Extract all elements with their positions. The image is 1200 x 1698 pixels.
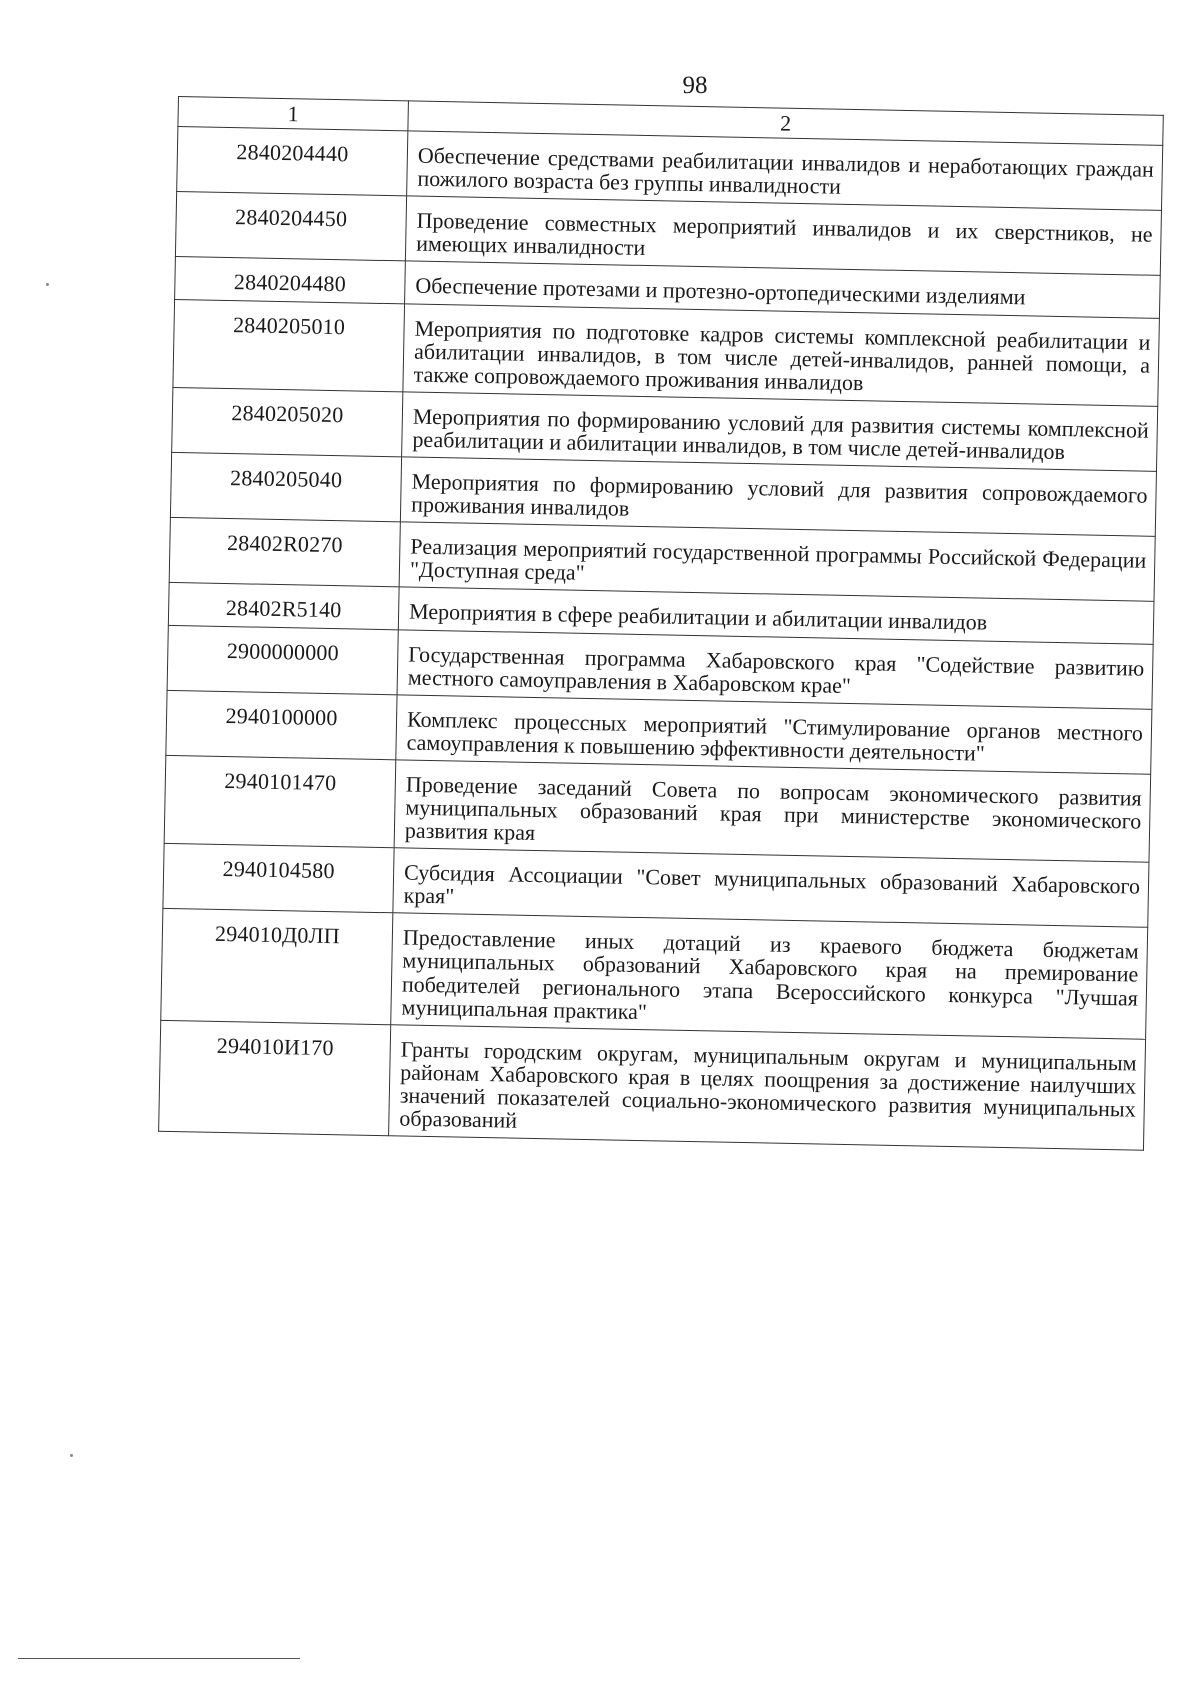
- row-description: Мероприятия в сфере реабилитации и абилитации инвалидов: [398, 587, 1154, 644]
- row-description: Обеспечение средствами реабилитации инвалидов и неработающих граждан пожилого возраста без группы инвалидности: [407, 131, 1163, 211]
- page-number: 98: [682, 72, 708, 99]
- footnote-rule: [18, 1658, 300, 1659]
- row-description: Обеспечение протезами и протезно-ортопедическими изделиями: [405, 261, 1161, 318]
- row-code: 2940100000: [166, 690, 397, 760]
- row-code: 2840205010: [173, 299, 405, 392]
- scan-speck: [46, 283, 49, 286]
- row-code: 2840205020: [172, 387, 403, 457]
- row-code: 2840204440: [177, 127, 408, 197]
- row-description: Субсидия Ассоциации "Совет муниципальных образований Хабаровского края": [393, 848, 1149, 928]
- row-description: Гранты городским округам, муниципальным округам и муниципальным районам Хабаровского края в целях поощрения за достижение наилучших значений показателей социально-экономического развития муниципальных образований: [389, 1024, 1146, 1150]
- row-description: Проведение совместных мероприятий инвалидов и их сверстников, не имеющих инвалидности: [405, 196, 1161, 276]
- column-header-description: 2: [408, 101, 1163, 146]
- row-description: Предоставление иных дотаций из краевого бюджета бюджетам муниципальных образований Хабаровского края на премирование победителей регионального этапа Всероссийского конкурса "Лучшая муниципальная практика": [391, 913, 1148, 1039]
- row-code: 28402R5140: [168, 583, 399, 630]
- row-description: Комплекс процессных мероприятий "Стимулирование органов местного самоуправления к повышению эффективности деятельности": [396, 695, 1152, 775]
- row-description: Государственная программа Хабаровского края "Содействие развитию местного самоуправления в Хабаровском крае": [397, 629, 1153, 709]
- row-description: Мероприятия по подготовке кадров системы комплексной реабилитации и абилитации инвалидов, в том числе детей-инвалидов, ранней помощи, а также сопровождаемого проживания инвалидов: [403, 303, 1160, 406]
- row-code: 294010Д0ЛП: [161, 909, 393, 1025]
- row-description: Проведение заседаний Совета по вопросам экономического развития муниципальных образований края при министерстве экономического развития края: [394, 760, 1151, 863]
- row-code: 2900000000: [167, 625, 398, 695]
- row-description: Реализация мероприятий государственной программы Российской Федерации "Доступная среда": [399, 522, 1155, 602]
- row-code: 2840205040: [170, 452, 401, 522]
- budget-code-table: [158, 96, 1163, 1151]
- row-code: 2840204450: [175, 192, 406, 262]
- row-code: 2940104580: [163, 844, 394, 914]
- row-code: 294010И170: [159, 1020, 391, 1136]
- row-code: 28402R0270: [169, 518, 400, 588]
- row-code: 2940101470: [164, 755, 396, 848]
- scan-speck: [70, 1454, 73, 1457]
- table-row: [161, 909, 1148, 1039]
- table-row: [159, 1020, 1146, 1150]
- classification-table: [158, 96, 1164, 1151]
- row-description: Мероприятия по формированию условий для развития сопровождаемого проживания инвалидов: [400, 457, 1156, 537]
- column-header-code: 1: [178, 97, 409, 132]
- row-description: Мероприятия по формированию условий для развития системы комплексной реабилитации и абилитации инвалидов, в том числе детей-инвалидов: [402, 392, 1158, 472]
- row-code: 2840204480: [175, 257, 406, 304]
